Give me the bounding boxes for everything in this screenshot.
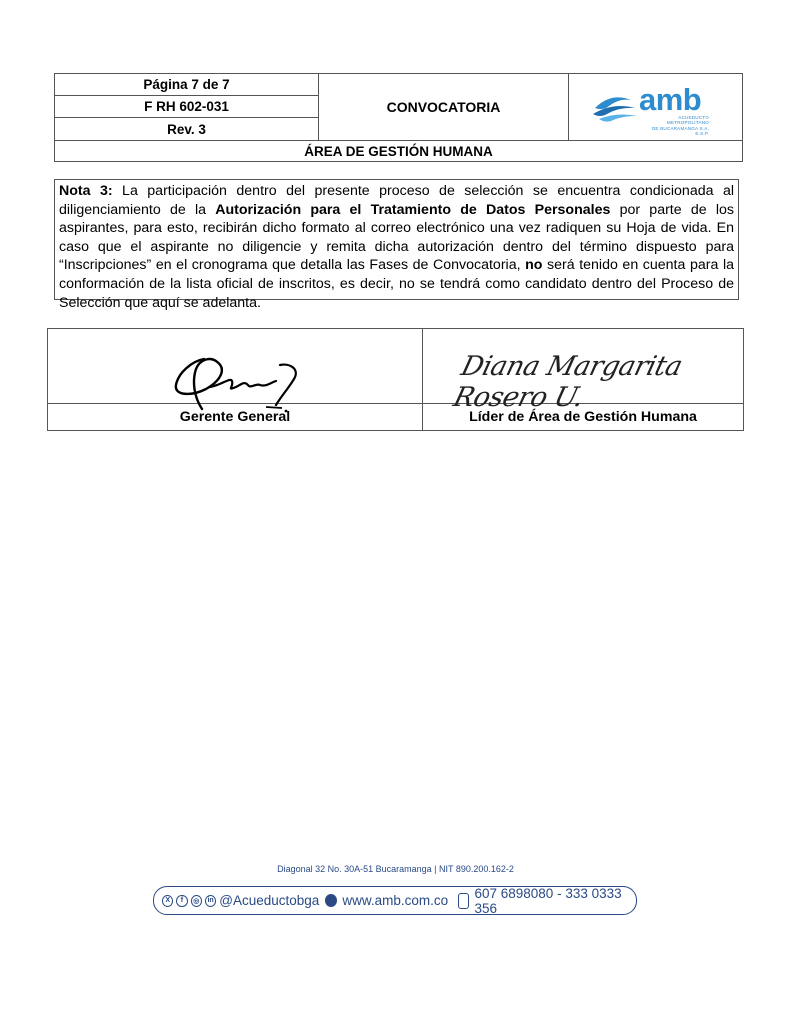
facebook-icon[interactable]: f xyxy=(176,895,187,907)
document-title: CONVOCATORIA xyxy=(386,99,501,115)
left-signature-label: Gerente General xyxy=(179,409,291,425)
social-handle[interactable]: @Acueductobga xyxy=(219,893,320,908)
phone-numbers: 607 6898080 - 333 0333 356 xyxy=(474,885,622,916)
note-bold: no xyxy=(525,257,543,274)
x-icon[interactable]: X xyxy=(162,895,173,907)
logo-subtitle: ACUEDUCTO METROPOLITANO DE BUCARAMANGA S.A. E.S.P. xyxy=(651,115,709,136)
signatures-table xyxy=(47,328,744,431)
note-box xyxy=(54,179,739,311)
area-title: ÁREA DE GESTIÓN HUMANA xyxy=(304,143,493,159)
document-code: F RH 602-031 xyxy=(144,99,229,114)
note-text: por parte de los aspirantes, para esto, recibirán dicho formato al correo electrónico una vez radiquen su Hoja de vida. En caso que el aspirante no diligencie y remita dicha autorización dentro del término dispuesto para “Inscripciones” en el cronograma que detalla las Fases de Convocatoria, xyxy=(59,201,734,274)
revision: Rev. 3 xyxy=(167,121,206,137)
footer-contact-bar xyxy=(153,886,637,915)
linkedin-icon[interactable]: in xyxy=(205,895,216,907)
phone-icon xyxy=(458,893,469,909)
right-signature-label: Líder de Área de Gestión Humana xyxy=(469,409,697,425)
note-text: La participación dentro del presente proceso de selección se encuentra condicionada al diligenciamiento de la xyxy=(59,183,734,218)
website-link[interactable]: www.amb.com.co xyxy=(342,893,449,908)
globe-icon xyxy=(325,894,337,907)
footer-address: Diagonal 32 No. 30A-51 Bucaramanga | NIT 890.200.162-2 xyxy=(277,864,514,874)
amb-logo xyxy=(569,74,743,140)
note-text: será tenido en cuenta para la conformación de la lista oficial de inscritos, es decir, no se tendrá como candidato dentro del Proceso de Selección que aquí se adelanta. xyxy=(59,257,734,311)
manager-signature-text: Diana Margarita Rosero U. xyxy=(450,351,686,413)
page-number: Página 7 de 7 xyxy=(143,77,230,92)
instagram-icon[interactable]: ◎ xyxy=(191,895,202,907)
logo-wordmark: amb xyxy=(639,82,702,117)
note-bold: Autorización para el Tratamiento de Datos Personales xyxy=(215,201,611,218)
note-label: Nota 3: xyxy=(59,183,113,199)
document-header xyxy=(54,73,743,162)
